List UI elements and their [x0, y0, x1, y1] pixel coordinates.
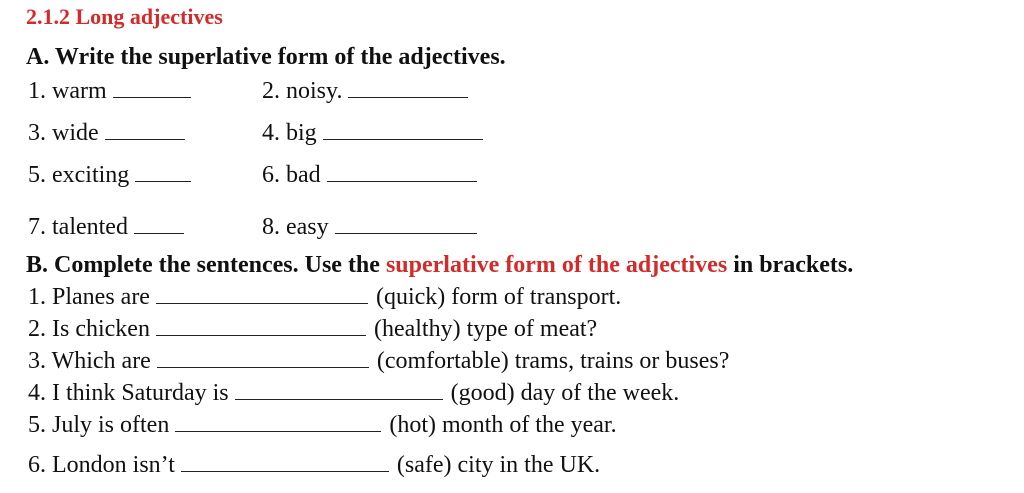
- section-b-heading: [26, 252, 853, 279]
- answer-blank[interactable]: [156, 317, 366, 336]
- worksheet-title: 2.1.2 Long adjectives: [26, 4, 223, 29]
- sentence-start: 1. Planes are: [28, 284, 150, 310]
- sentence-start: 4. I think Saturday is: [28, 380, 229, 406]
- answer-blank[interactable]: [323, 121, 483, 140]
- sentence-start: 6. London isn’t: [28, 452, 175, 478]
- sentence-end: (good) day of the week.: [450, 380, 680, 406]
- answer-blank[interactable]: [348, 79, 468, 98]
- sentence-end: (healthy) type of meat?: [373, 316, 598, 342]
- item-label: 7. talented: [28, 214, 128, 240]
- sentence-start: 5. July is often: [28, 412, 170, 438]
- sentence-start: 2. Is chicken: [28, 316, 150, 342]
- answer-blank[interactable]: [156, 285, 368, 304]
- heading-prefix: B. Complete the sentences. Use the: [26, 252, 386, 278]
- sentence-end: (quick) form of transport.: [375, 284, 622, 310]
- sentence-3: [28, 348, 729, 375]
- answer-blank[interactable]: [327, 163, 477, 182]
- answer-blank[interactable]: [335, 215, 477, 234]
- exercise-a-item-4: [262, 120, 483, 147]
- exercise-a-item-1: [28, 78, 191, 105]
- item-label: 4. big: [262, 120, 317, 146]
- sentence-end: (safe) city in the UK.: [396, 452, 601, 478]
- exercise-a-item-3: [28, 120, 185, 147]
- exercise-a-item-7: [28, 214, 184, 241]
- sentence-start: 3. Which are: [28, 348, 151, 374]
- answer-blank[interactable]: [235, 381, 443, 400]
- answer-blank[interactable]: [135, 163, 191, 182]
- item-label: 5. exciting: [28, 162, 130, 188]
- exercise-a-item-6: [262, 162, 477, 189]
- heading-suffix: in brackets.: [727, 252, 854, 278]
- exercise-a-item-2: [262, 78, 468, 105]
- section-a-heading: A. Write the superlative form of the adjectives.: [26, 44, 506, 70]
- answer-blank[interactable]: [157, 349, 369, 368]
- item-label: 1. warm: [28, 78, 107, 104]
- sentence-5: [28, 412, 617, 439]
- answer-blank[interactable]: [134, 215, 184, 234]
- item-label: 8. easy: [262, 214, 329, 240]
- sentence-4: [28, 380, 679, 407]
- answer-blank[interactable]: [105, 121, 185, 140]
- sentence-end: (hot) month of the year.: [389, 412, 617, 438]
- answer-blank[interactable]: [113, 79, 191, 98]
- item-label: 2. noisy.: [262, 78, 343, 104]
- item-label: 6. bad: [262, 162, 321, 188]
- sentence-1: [28, 284, 621, 311]
- answer-blank[interactable]: [175, 413, 381, 432]
- sentence-end: (comfortable) trams, trains or buses?: [376, 348, 730, 374]
- sentence-6: [28, 452, 600, 479]
- item-label: 3. wide: [28, 120, 99, 146]
- answer-blank[interactable]: [181, 453, 389, 472]
- exercise-a-item-5: [28, 162, 191, 189]
- sentence-2: [28, 316, 597, 343]
- heading-highlight: superlative form of the adjectives: [385, 252, 728, 278]
- exercise-a-item-8: [262, 214, 477, 241]
